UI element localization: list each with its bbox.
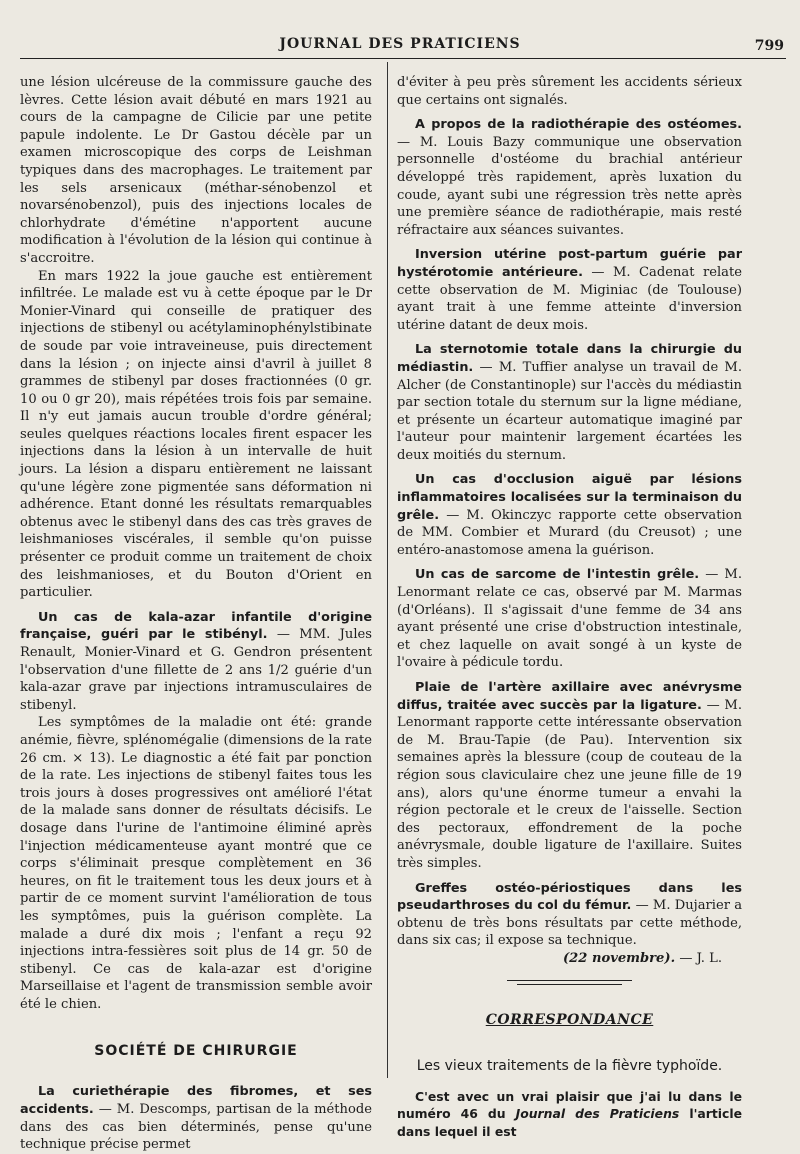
- corr-text-a: C'est avec un vrai plaisir que j'ai lu dans le numéro 46 du: [397, 1088, 742, 1122]
- article-heading: Inversion utérine post-partum guérie par hystérotomie antérieure.: [397, 247, 742, 280]
- article-entry: [397, 880, 742, 950]
- header-rule: [20, 58, 786, 59]
- article-heading: A propos de la radiothérapie des ostéomes.: [415, 117, 742, 133]
- article-entry: [397, 246, 742, 334]
- article-entry: [397, 341, 742, 464]
- page-number: 799: [754, 38, 784, 54]
- article-heading: Plaie de l'artère axillaire avec anévrysme diffus, traitée avec succès par la ligature.: [397, 680, 742, 713]
- article-text: — M. Descomps, partisan de la méthode dans des cas bien déterminés, pense qu'une technique précise permet: [20, 1102, 372, 1153]
- article-text: — M. Louis Bazy communique une observation personnelle d'ostéome du brachial antérieur développé très rapidement, après luxation du coude, ayant subi une régression très nette après une première séance de radiothérapie, mais resté réfractaire aux séances suivantes.: [397, 134, 742, 238]
- journal-name: Journal des Praticiens: [515, 1106, 680, 1122]
- left-column: [20, 74, 372, 1153]
- article-heading: Un cas de sarcome de l'intestin grêle.: [415, 567, 700, 583]
- article-text: — M. Dujarier a obtenu de très bons résultats par cette méthode, dans six cas; il expose sa technique.: [397, 898, 742, 949]
- correspondance-heading: CORRESPONDANCE: [485, 1011, 654, 1028]
- separator-rule: [397, 974, 742, 994]
- article-entry: [397, 471, 742, 559]
- article-text: — M. Lenormant rapporte cette intéressante observation de M. Brau-Tapie (de Pau). Intervention six semaines après la blessure (coup de couteau de la région sous claviculaire chez une jeune fille de 19 ans), alors qu'une énorme tumeur a envahi la région pectorale et le creux de l'aisselle. Section des pectoraux, effondrement de la poche anévrysmale, double ligature de l'axillaire. Suites très simples.: [397, 697, 742, 871]
- article-entry: [397, 566, 742, 672]
- paragraph: d'éviter à peu près sûrement les accidents sérieux que certains ont signalés.: [397, 75, 742, 108]
- article-entry: [20, 1083, 372, 1153]
- right-column: [397, 74, 742, 1139]
- article-entry: [397, 116, 742, 239]
- running-title: JOURNAL DES PRATICIENS: [279, 36, 521, 52]
- article-text: — M. Lenormant relate ce cas, observé par M. Marmas (d'Orléans). Il s'agissait d'une femme de 34 ans ayant présenté une crise d'obstruction intestinale, et chez laquelle on avait songé à un kyste de l'ovaire à pédicule tordu.: [397, 567, 742, 671]
- article-text: — M. Tuffier analyse un travail de M. Alcher (de Constantinople) sur l'accès du médiastin par section totale du sternum sur la ligne médiane, et présente un écarteur automatique imaginé par l'auteur pour maintenir largement écartées les deux moitiés du sternum.: [397, 359, 742, 463]
- signature: [397, 950, 742, 968]
- paragraph: Les symptômes de la maladie ont été: grande anémie, fièvre, splénomégalie (dimensions de la rate 26 cm. × 13). Le diagnostic a été fait par ponction de la rate. Les injections de stibenyl faites tous les trois jours à doses progressives ont amélioré l'état de la malade sans donner de résultats décisifs. Le dosage dans l'urine de l'antimoine éliminé après l'injection médicamenteuse ayant montré que ce corps s'éliminait presque complètement en 36 heures, on fit le traitement tous les deux jours et à partir de ce moment survint l'amélioration de tous les symptômes, puis la guérison complète. La malade a duré dix mois ; l'enfant a reçu 92 injections intra-fessières soit plus de 14 gr. 50 de stibenyl. Ce cas de kala-azar est d'origine Marseillaise et l'agent de transmission semble avoir été le chien.: [20, 715, 372, 1012]
- correspondance-text: [397, 1088, 742, 1141]
- section-heading: SOCIÉTÉ DE CHIRURGIE: [94, 1043, 298, 1060]
- article-text: — M. Cadenat relate cette observation de M. Miginiac (de Toulouse) ayant trait à une femme atteinte d'inversion utérine datant de deux mois.: [397, 264, 742, 333]
- signature-author: — J. L.: [675, 950, 722, 966]
- article-text: — MM. Jules Renault, Monier-Vinard et G. Gendron présentent l'observation d'une fillette de 2 ans 1/2 guérie d'un kala-azar grave par injections intramusculaires de stibenyl.: [20, 627, 372, 713]
- article-entry: [20, 609, 372, 715]
- article-heading: La sternotomie totale dans la chirurgie du médiastin.: [397, 342, 742, 375]
- corr-text-b: l'article dans lequel il est: [397, 1106, 742, 1139]
- page-header: [0, 30, 800, 58]
- paragraph: En mars 1922 la joue gauche est entièrement infiltrée. Le malade est vu à cette époque par le Dr Monier-Vinard qui conseille de pratiquer des injections de stibenyl ou acétylaminophénylstibinate de soude par voie intraveineuse, puis directement dans la lésion ; on injecte ainsi d'avril à juillet 8 grammes de stibenyl par doses fractionnées (0 gr. 10 ou 0 gr 20), mais répétées trois fois par semaine. Il n'y eut jamais aucun trouble d'ordre général; seules quelques réactions locales firent espacer les injections dans la lésion à un intervalle de huit jours. La lésion a disparu entièrement ne laissant qu'une légère zone pigmentée sans déformation ni adhérence. Etant donné les résultats remarquables obtenus avec le stibenyl dans des cas très graves de leishmanioses viscérales, il semble qu'on puisse présenter ce produit comme un traitement de choix des leishmanioses, et du Bouton d'Orient en particulier.: [20, 268, 372, 601]
- article-heading: Greffes ostéo-périostiques dans les pseudarthroses du col du fémur.: [397, 880, 742, 914]
- article-heading: La curiethérapie des fibromes, et ses accidents.: [20, 1084, 372, 1118]
- signature-date: (22 novembre).: [562, 950, 676, 966]
- article-heading: Un cas d'occlusion aiguë par lésions inflammatoires localisées sur la terminaison du grêle.: [397, 472, 742, 523]
- paragraph: une lésion ulcéreuse de la commissure gauche des lèvres. Cette lésion avait débuté en mars 1921 au cours de la campagne de Cilicie par une petite papule indolente. Le Dr Gastou décèle par un examen microscopique des corps de Leishman typiques dans des macrophages. Le traitement par les sels arsenicaux (méthar-sénobenzol et novarsénobenzol), puis des injections locales de chlorhydrate d'émétine n'apportent aucune modification à l'évolution de la lésion qui continue à s'accroitre.: [20, 75, 372, 266]
- article-entry: [397, 679, 742, 873]
- article-text: — M. Okinczyc rapporte cette observation de MM. Combier et Murard (du Creusot) ; une entéro-anastomose amena la guérison.: [397, 507, 742, 558]
- article-heading: Un cas de kala-azar infantile d'origine française, guéri par le stibényl.: [20, 609, 372, 643]
- correspondance-subtitle: Les vieux traitements de la fièvre typhoïde.: [416, 1057, 723, 1074]
- column-divider: [387, 62, 388, 1078]
